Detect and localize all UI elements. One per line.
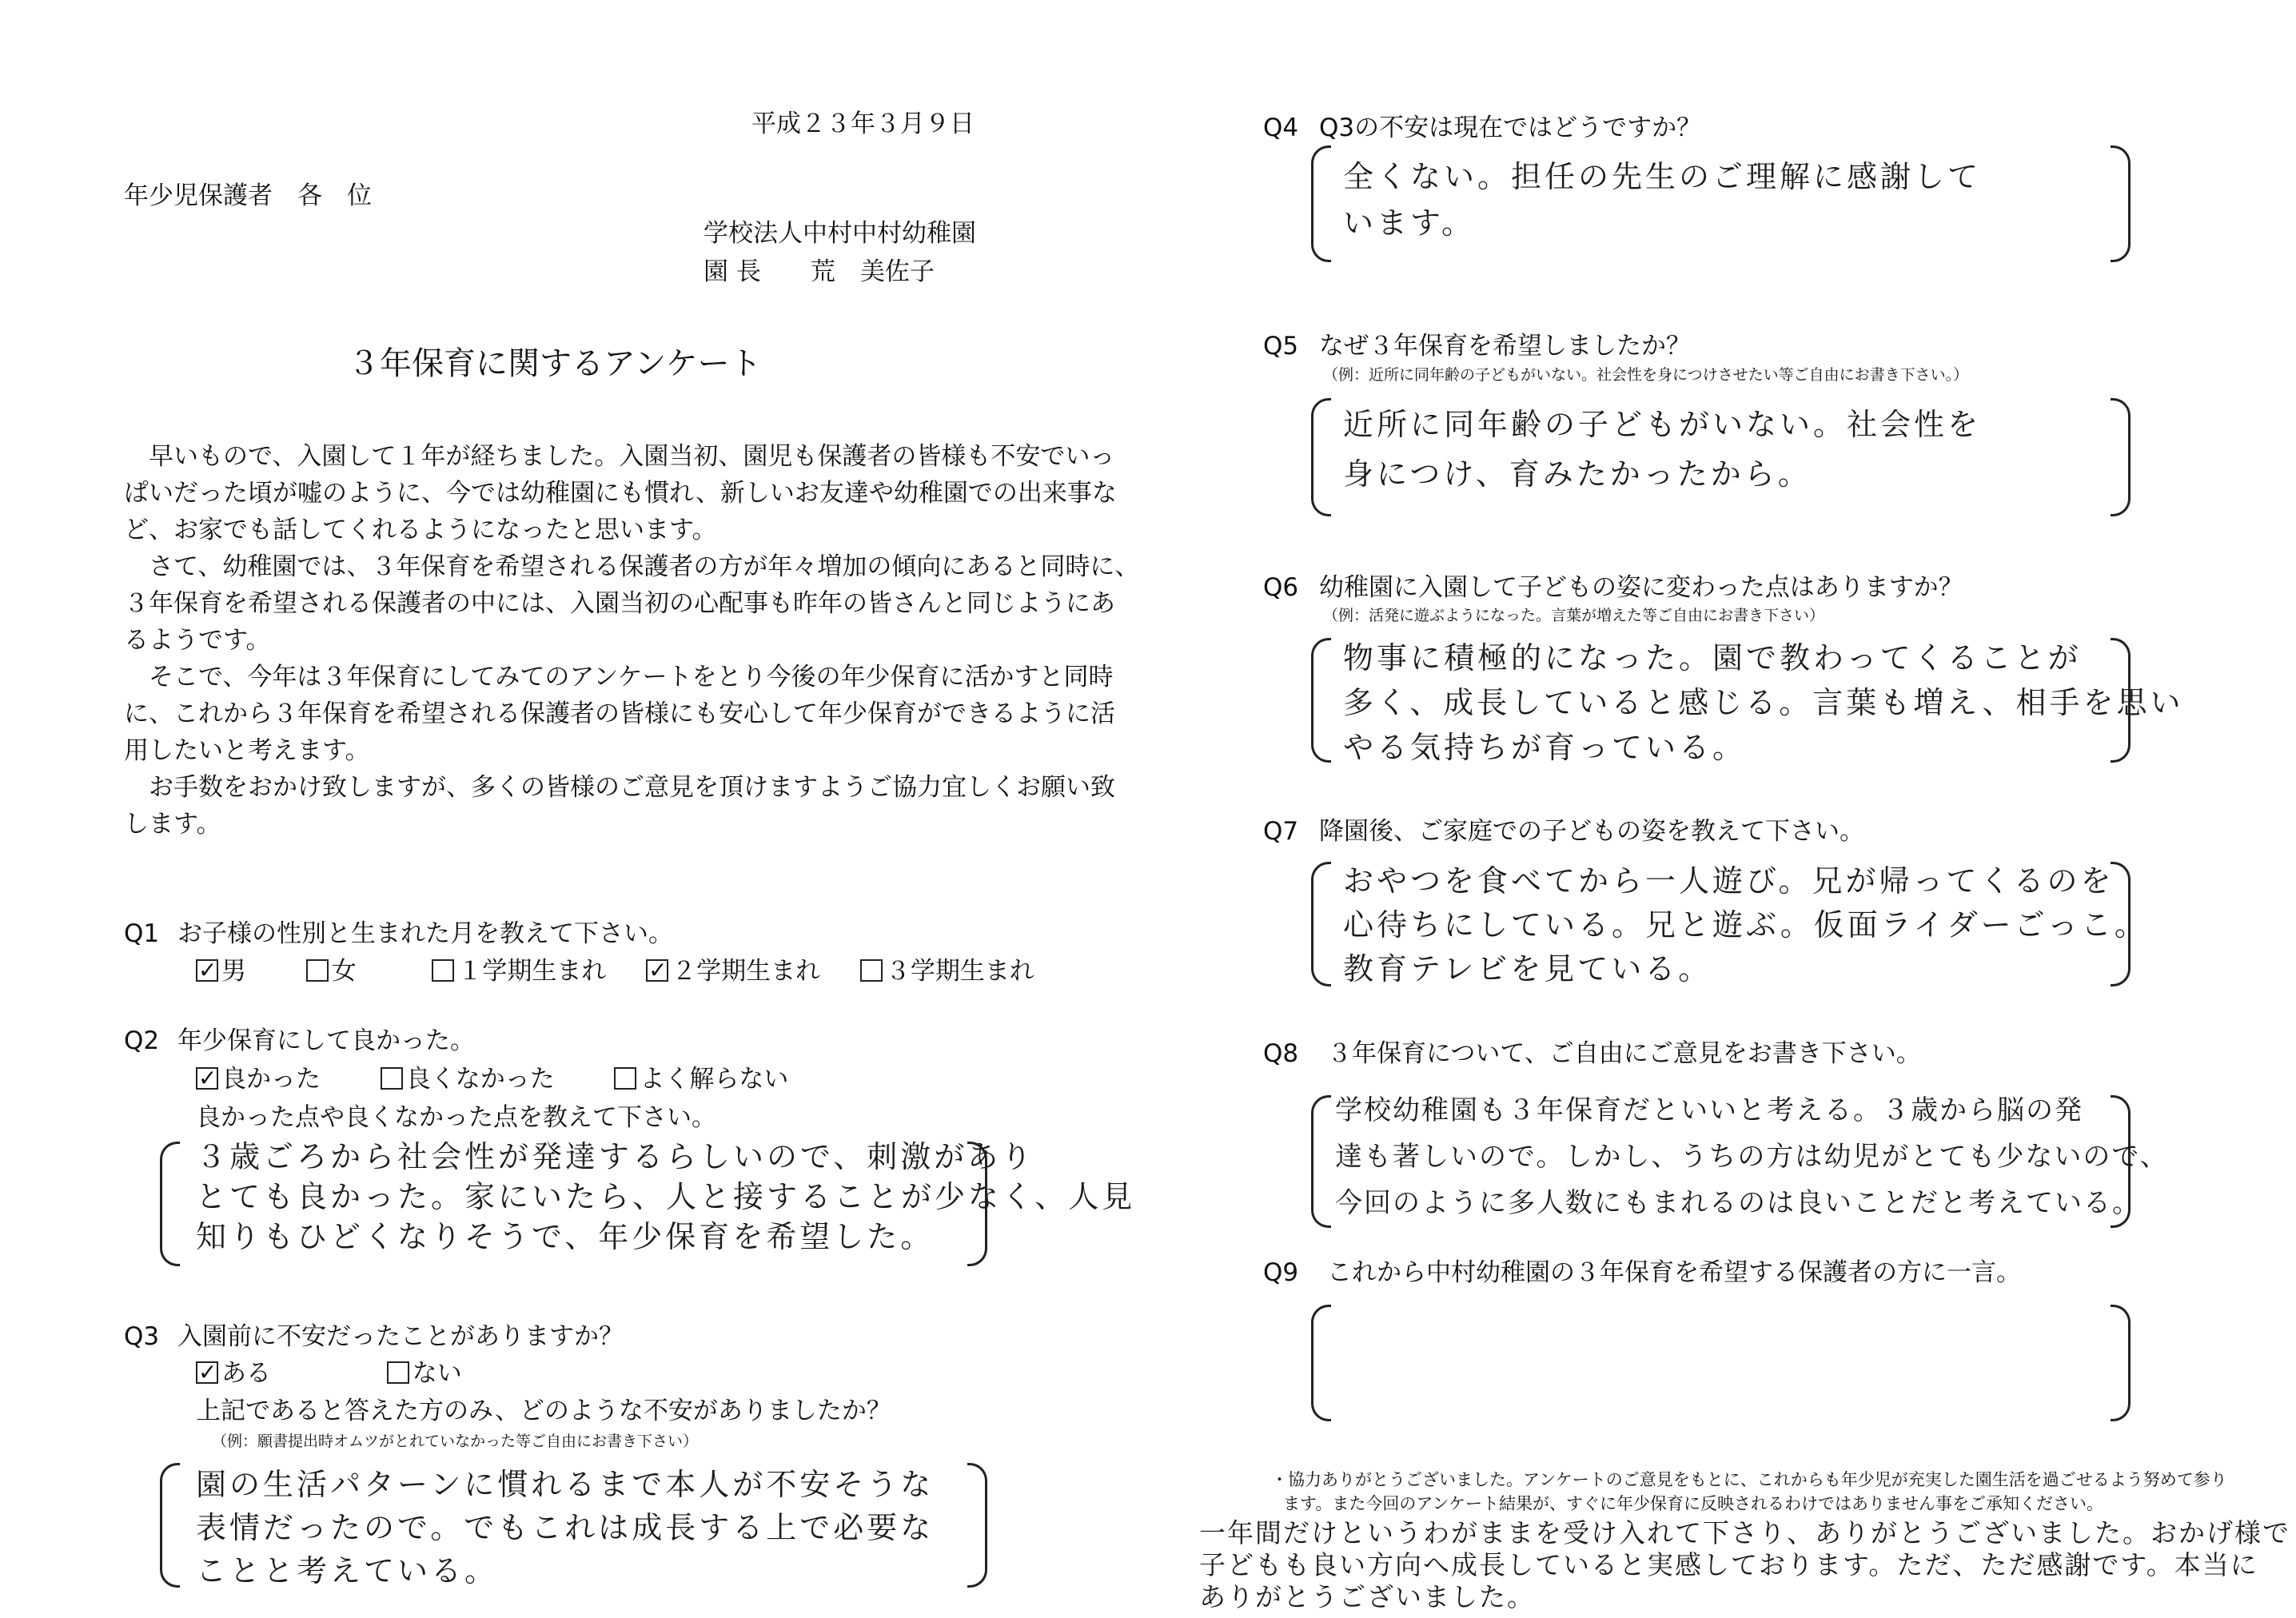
- q9-number: Q9: [1263, 1258, 1299, 1287]
- q7-question: 降園後、ご家庭での子どもの姿を教えて下さい。: [1319, 817, 1864, 846]
- q4-bracket-left: [1311, 145, 1331, 262]
- q8-question: ３年保育について、ご自由にご意見をお書き下さい。: [1327, 1039, 1921, 1068]
- q4-number: Q4: [1263, 114, 1299, 142]
- option-not-good: 良くなかった: [405, 1065, 555, 1094]
- option-unsure: よく解らない: [640, 1065, 789, 1094]
- answer-line: ３歳ごろから社会性が発達するらしいので、刺激があり: [196, 1139, 1035, 1174]
- q5-number: Q5: [1263, 332, 1299, 361]
- intro-line: るようです。: [124, 626, 271, 655]
- q5-bracket-left: [1311, 398, 1331, 516]
- answer-line: 身につけ、育みたかったから。: [1343, 456, 1812, 492]
- answer-line: やる気持ちが育っている。: [1343, 730, 1747, 765]
- q2-question: 年少保育にして良かった。: [177, 1026, 475, 1055]
- answer-line: 今回のように多人数にもまれるのは良いことだと考えている。: [1335, 1187, 2141, 1219]
- principal-signature: 園 長 荒 美佐子: [704, 257, 935, 286]
- q4-bracket-right: [2111, 145, 2131, 262]
- option-female: 女: [331, 957, 357, 986]
- organization: 学校法人中村中村幼稚園: [704, 219, 976, 248]
- option-term1: １学期生まれ: [457, 957, 607, 986]
- q2-options: [196, 1063, 788, 1095]
- intro-line: お手数をおかけ致しますが、多くの皆様のご意見を頂けますようご協力宜しくお願い致: [124, 773, 1115, 802]
- survey-title: ３年保育に関するアンケート: [348, 345, 762, 382]
- q9-answer-area[interactable]: [1335, 1311, 2103, 1411]
- q6-answer: [1343, 636, 2184, 770]
- answer-line: 心待ちにしている。兄と遊ぶ。仮面ライダーごっこ。: [1343, 907, 2148, 943]
- q4-answer: [1343, 153, 1981, 246]
- intro-line: さて、幼稚園では、３年保育を希望される保護者の方が年々増加の傾向にあると同時に、: [124, 552, 1140, 581]
- q1-number: Q1: [124, 919, 160, 948]
- q3-options: [196, 1357, 462, 1389]
- q5-answer: [1343, 400, 1981, 499]
- checkbox-term3[interactable]: [860, 959, 883, 982]
- checkbox-good[interactable]: [196, 1067, 218, 1090]
- answer-line: 物事に積極的になった。園で教わってくることが: [1343, 640, 2082, 675]
- q8-answer: [1335, 1087, 2169, 1226]
- q3-subquestion: 上記であると答えた方のみ、どのような不安がありましたか？: [196, 1397, 891, 1425]
- q3-bracket-right: [967, 1463, 987, 1588]
- q4-question: Q3の不安は現在ではどうですか？: [1319, 114, 1702, 142]
- option-term3: ３学期生まれ: [885, 957, 1034, 986]
- q8-number: Q8: [1263, 1039, 1299, 1068]
- checkbox-yes[interactable]: [196, 1361, 218, 1384]
- intro-line: ぱいだった頃が嘘のように、今では幼稚園にも慣れ、新しいお友達や幼稚園での出来事な: [124, 479, 1117, 508]
- intro-line: ど、お家でも話してくれるようになったと思います。: [124, 516, 717, 544]
- q9-bracket-left: [1311, 1305, 1331, 1421]
- answer-line: 知りもひどくなりそうで、年少保育を希望した。: [196, 1219, 935, 1254]
- checkbox-male[interactable]: [196, 959, 218, 982]
- q8-bracket-left: [1311, 1095, 1331, 1228]
- q5-bracket-right: [2111, 398, 2131, 516]
- checkbox-term2[interactable]: [646, 959, 668, 982]
- checkbox-no[interactable]: [387, 1361, 409, 1384]
- q3-question: 入園前に不安だったことがありますか？: [177, 1322, 624, 1351]
- message-line: 子どもも良い方向へ成長していると実感しております。ただ、ただ感謝です。本当に: [1199, 1549, 2258, 1580]
- q2-number: Q2: [124, 1026, 160, 1055]
- message-line: 一年間だけというわがままを受け入れて下さり、ありがとうございました。おかげ様で: [1199, 1517, 2290, 1548]
- q5-example: （例：近所に同年齢の子どもがいない。社会性を身につけさせたい等ご自由にお書き下さい。）: [1323, 366, 1969, 384]
- q1-options: [196, 955, 1034, 987]
- intro-line: そこで、今年は３年保育にしてみてのアンケートをとり今後の年少保育に活かすと同時: [124, 663, 1114, 691]
- message-line: ありがとうございました。: [1199, 1581, 1535, 1612]
- recipient: 年少児保護者 各 位: [124, 181, 372, 210]
- intro-line: します。: [124, 810, 221, 839]
- intro-line: に、これから３年保育を希望される保護者の皆様にも安心して年少保育ができるように活: [124, 699, 1115, 728]
- intro-line: ３年保育を希望される保護者の中には、入園当初の心配事も昨年の皆さんと同じようにあ: [124, 589, 1115, 618]
- answer-line: ことと考えている。: [196, 1553, 499, 1588]
- intro-line: 早いもので、入園して１年が経ちました。入園当初、園児も保護者の皆様も不安でいっ: [124, 442, 1115, 471]
- q2-bracket-left: [160, 1142, 180, 1266]
- q2-subquestion: 良かった点や良くなかった点を教えて下さい。: [196, 1103, 716, 1132]
- q3-answer: [196, 1463, 934, 1592]
- answer-line: 学校幼稚園も３年保育だといいと考える。３歳から脳の発: [1335, 1094, 2083, 1126]
- date: 平成２３年３月９日: [751, 110, 975, 138]
- q6-question: 幼稚園に入園して子どもの姿に変わった点はありますか？: [1319, 573, 1963, 602]
- q7-answer: [1343, 859, 2148, 991]
- option-no: ない: [412, 1359, 462, 1388]
- answer-line: おやつを食べてから一人遊び。兄が帰ってくるのを: [1343, 863, 2115, 899]
- q7-number: Q7: [1263, 817, 1299, 846]
- intro-line: 用したいと考えます。: [124, 736, 370, 765]
- footer-handwritten-message: [1199, 1517, 2290, 1613]
- intro-text: [124, 438, 1139, 843]
- q1-question: お子様の性別と生まれた月を教えて下さい。: [177, 919, 673, 948]
- answer-line: 園の生活パターンに慣れるまで本人が不安そうな: [196, 1467, 935, 1502]
- answer-line: とても良かった。家にいたら、人と接することが少なく、人見: [196, 1179, 1136, 1214]
- q6-example: （例：活発に遊ぶようになった。言葉が増えた等ご自由にお書き下さい）: [1323, 607, 1825, 624]
- option-term2: ２学期生まれ: [672, 957, 821, 986]
- answer-line: 近所に同年齢の子どもがいない。社会性を: [1343, 407, 1982, 442]
- checkbox-not-good[interactable]: [381, 1067, 403, 1090]
- footer-note-2: ます。また今回のアンケート結果が、すぐに年少保育に反映されるわけではありません事をご承知ください。: [1283, 1494, 2104, 1513]
- option-yes: ある: [221, 1359, 271, 1388]
- q3-bracket-left: [160, 1463, 180, 1588]
- q6-bracket-left: [1311, 638, 1331, 763]
- option-male: 男: [221, 957, 246, 986]
- footer-note-1: ・協力ありがとうございました。アンケートのご意見をもとに、これからも年少児が充実した園生活を過ごせるよう努めて参り: [1271, 1470, 2227, 1489]
- checkbox-female[interactable]: [306, 959, 329, 982]
- answer-line: 達も著しいので。しかし、うちの方は幼児がとても少ないので、: [1335, 1141, 2169, 1173]
- answer-line: 教育テレビを見ている。: [1343, 951, 1712, 986]
- answer-line: います。: [1343, 205, 1475, 241]
- q9-question: これから中村幼稚園の３年保育を希望する保護者の方に一言。: [1327, 1258, 2021, 1287]
- q6-number: Q6: [1263, 573, 1299, 602]
- answer-line: 多く、成長していると感じる。言葉も増え、相手を思い: [1343, 685, 2184, 720]
- checkbox-unsure[interactable]: [614, 1067, 636, 1090]
- q3-number: Q3: [124, 1322, 160, 1351]
- option-good: 良かった: [221, 1065, 321, 1094]
- answer-line: 全くない。担任の先生のご理解に感謝して: [1343, 159, 1982, 194]
- checkbox-term1[interactable]: [432, 959, 454, 982]
- q9-bracket-right: [2111, 1305, 2131, 1421]
- q5-question: なぜ３年保育を希望しましたか？: [1319, 332, 1691, 361]
- q3-example: （例：願書提出時オムツがとれていなかった等ご自由にお書き下さい）: [212, 1433, 699, 1450]
- q7-bracket-left: [1311, 862, 1331, 986]
- q2-answer: [196, 1137, 1135, 1257]
- answer-line: 表情だったので。でもこれは成長する上で必要な: [196, 1510, 935, 1545]
